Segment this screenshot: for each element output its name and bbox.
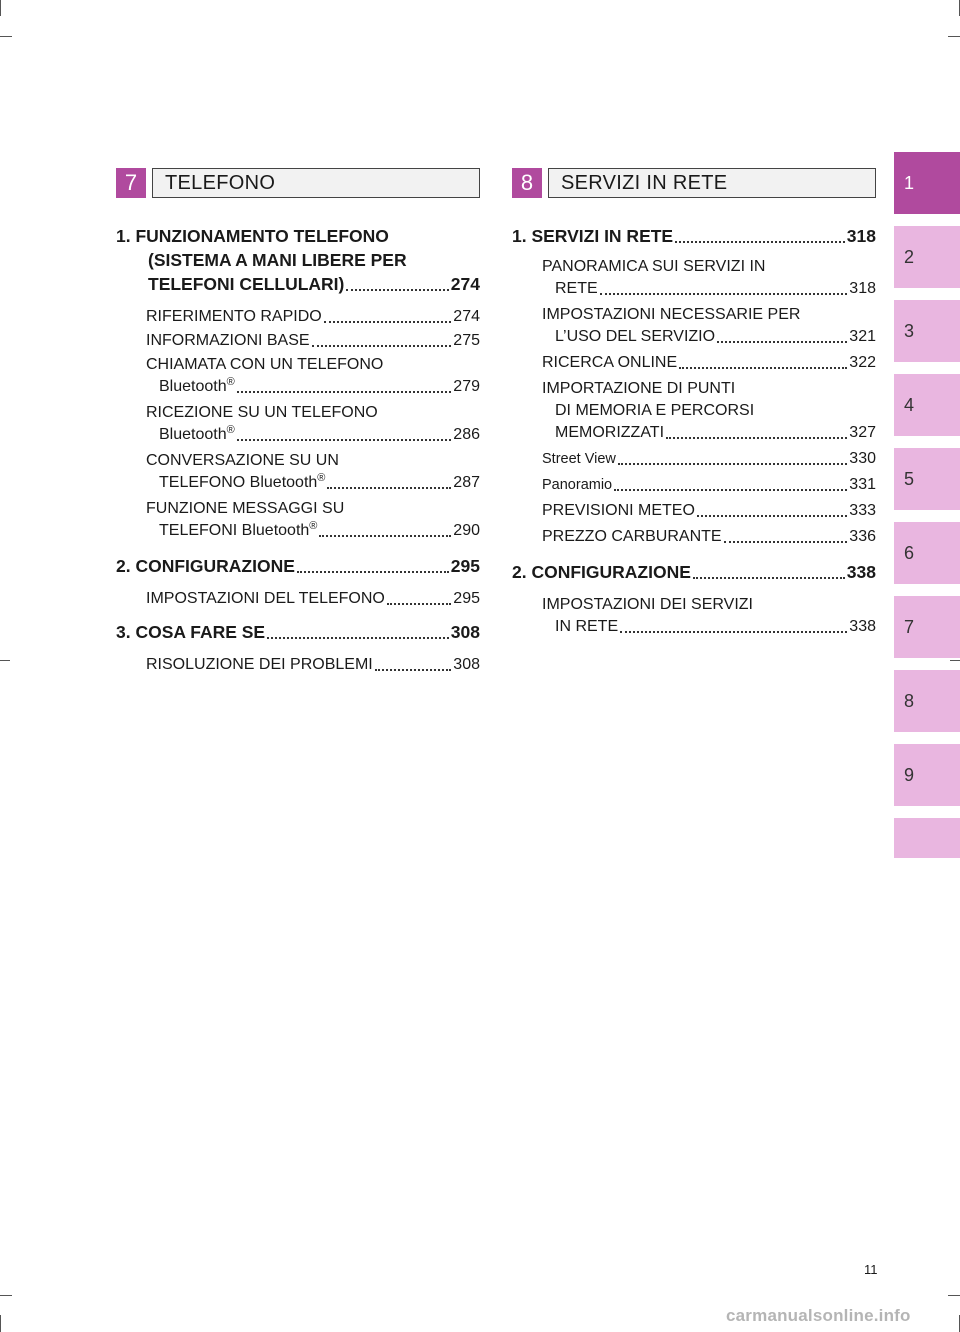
- page-ref: 338: [849, 618, 876, 635]
- toc-entry[interactable]: [542, 256, 876, 300]
- crop-mark: [948, 1295, 960, 1296]
- page-ref: 295: [453, 590, 480, 607]
- tab-chapter-3[interactable]: 3: [894, 300, 960, 362]
- page-ref: 308: [450, 622, 480, 642]
- page-ref: 308: [453, 656, 480, 673]
- toc-entry[interactable]: [146, 450, 480, 494]
- toc-chapter[interactable]: [116, 554, 480, 578]
- tab-chapter-2[interactable]: 2: [894, 226, 960, 288]
- leader-dots: [237, 439, 452, 441]
- crop-mark: [0, 660, 10, 661]
- toc-entry[interactable]: [542, 500, 876, 522]
- page-ref: 330: [849, 450, 876, 467]
- registered-mark: ®: [226, 376, 235, 388]
- page-ref: 279: [453, 378, 480, 395]
- toc-entry-title: PREVISIONI METEO: [542, 502, 695, 519]
- toc-entry[interactable]: [146, 654, 480, 676]
- page-ref: 318: [849, 280, 876, 297]
- toc-chapter-title: (SISTEMA A MANI LIBERE PER: [148, 250, 407, 270]
- leader-dots: [267, 637, 449, 639]
- toc-entry-title: Street View: [542, 451, 616, 467]
- toc-entry[interactable]: [146, 498, 480, 542]
- leader-dots: [679, 367, 847, 369]
- toc-entry[interactable]: [542, 526, 876, 548]
- leader-dots: [666, 437, 847, 439]
- leader-dots: [319, 535, 451, 537]
- toc-left: [116, 224, 480, 676]
- section-header-servizi: [512, 168, 876, 198]
- toc-entry-title: IMPOSTAZIONI DEI SERVIZI: [542, 596, 753, 613]
- leader-dots: [346, 289, 448, 291]
- leader-dots: [324, 321, 452, 323]
- tab-chapter-1[interactable]: 1: [894, 152, 960, 214]
- page-ref: 286: [453, 426, 480, 443]
- toc-entry[interactable]: [542, 448, 876, 470]
- toc-chapter-title: 3. COSA FARE SE: [116, 622, 266, 642]
- toc-chapter-title: 2. CONFIGURAZIONE: [512, 562, 691, 582]
- toc-entry[interactable]: [146, 306, 480, 328]
- toc-entry-title: TELEFONO Bluetooth: [159, 474, 318, 491]
- toc-entry[interactable]: [542, 594, 876, 638]
- page-ref: 336: [849, 528, 876, 545]
- toc-entry-title: IMPORTAZIONE DI PUNTI: [542, 380, 736, 397]
- page-ref: 338: [846, 562, 876, 582]
- toc-entry-title: RIFERIMENTO RAPIDO: [146, 308, 322, 325]
- page-ref: 318: [846, 226, 876, 246]
- crop-mark: [0, 1315, 1, 1332]
- toc-entry[interactable]: [146, 588, 480, 610]
- section-title: TELEFONO: [152, 168, 480, 198]
- toc-entry-title: FUNZIONE MESSAGGI SU: [146, 500, 345, 517]
- page-ref: 274: [450, 274, 480, 294]
- toc-right: [512, 224, 876, 638]
- leader-dots: [620, 631, 847, 633]
- crop-mark: [0, 36, 12, 37]
- page-ref: 295: [450, 556, 480, 576]
- toc-entry-title: CHIAMATA CON UN TELEFONO: [146, 356, 384, 373]
- toc-chapter[interactable]: [512, 560, 876, 584]
- page-ref: 275: [453, 332, 480, 349]
- leader-dots: [387, 603, 451, 605]
- toc-chapter-title: TELEFONI CELLULARI): [148, 274, 345, 294]
- toc-chapter[interactable]: [512, 224, 876, 248]
- tab-chapter-8[interactable]: 8: [894, 670, 960, 732]
- section-header-telefono: [116, 168, 480, 198]
- toc-entry-title: Panoramio: [542, 477, 613, 493]
- toc-entry-title: PREZZO CARBURANTE: [542, 528, 722, 545]
- tab-chapter-index[interactable]: [894, 818, 960, 858]
- toc-entry-title: RETE: [555, 280, 598, 297]
- toc-entry-title: INFORMAZIONI BASE: [146, 332, 310, 349]
- leader-dots: [693, 577, 845, 579]
- toc-entry-title: DI MEMORIA E PERCORSI: [555, 402, 755, 419]
- registered-mark: ®: [226, 424, 235, 436]
- leader-dots: [297, 571, 449, 573]
- leader-dots: [618, 463, 847, 465]
- leader-dots: [717, 341, 847, 343]
- toc-entry-title: RISOLUZIONE DEI PROBLEMI: [146, 656, 373, 673]
- tab-chapter-6[interactable]: 6: [894, 522, 960, 584]
- toc-entry[interactable]: [146, 354, 480, 398]
- page-number: 11: [864, 1262, 878, 1277]
- toc-entry[interactable]: [146, 330, 480, 352]
- page-ref: 331: [849, 476, 876, 493]
- section-number: 8: [512, 168, 542, 198]
- leader-dots: [327, 487, 451, 489]
- section-number: 7: [116, 168, 146, 198]
- toc-chapter[interactable]: [116, 620, 480, 644]
- toc-entry[interactable]: [542, 378, 876, 444]
- toc-entry[interactable]: [542, 352, 876, 374]
- leader-dots: [375, 669, 452, 671]
- leader-dots: [675, 241, 845, 243]
- toc-entry-title: Bluetooth: [159, 426, 227, 443]
- toc-entry[interactable]: [542, 304, 876, 348]
- toc-entry[interactable]: [542, 474, 876, 496]
- tab-chapter-5[interactable]: 5: [894, 448, 960, 510]
- crop-mark: [0, 1295, 12, 1296]
- toc-entry-title: PANORAMICA SUI SERVIZI IN: [542, 258, 766, 275]
- leader-dots: [312, 345, 452, 347]
- registered-mark: ®: [317, 472, 326, 484]
- leader-dots: [237, 391, 452, 393]
- tab-chapter-7[interactable]: 7: [894, 596, 960, 658]
- crop-mark: [950, 660, 960, 661]
- leader-dots: [724, 541, 848, 543]
- toc-chapter-title: 2. CONFIGURAZIONE: [116, 556, 295, 576]
- tab-chapter-9[interactable]: 9: [894, 744, 960, 806]
- page-ref: 274: [453, 308, 480, 325]
- page-ref: 333: [849, 502, 876, 519]
- registered-mark: ®: [309, 520, 318, 532]
- section-title: SERVIZI IN RETE: [548, 168, 876, 198]
- crop-mark: [948, 36, 960, 37]
- footer-watermark: carmanualsonline.info: [726, 1306, 911, 1325]
- toc-entry-title: MEMORIZZATI: [555, 424, 665, 441]
- toc-entry-title: TELEFONI Bluetooth: [159, 522, 310, 539]
- leader-dots: [614, 489, 847, 491]
- toc-entry-title: RICERCA ONLINE: [542, 354, 678, 371]
- toc-entry-title: IMPOSTAZIONI NECESSARIE PER: [542, 306, 801, 323]
- toc-chapter-title: 1. SERVIZI IN RETE: [512, 226, 674, 246]
- toc-entry[interactable]: [146, 402, 480, 446]
- page-ref: 327: [849, 424, 876, 441]
- toc-chapter-title: 1. FUNZIONAMENTO TELEFONO: [116, 226, 389, 246]
- toc-entry-title: Bluetooth: [159, 378, 227, 395]
- page-ref: 322: [849, 354, 876, 371]
- tab-chapter-4[interactable]: 4: [894, 374, 960, 436]
- toc-chapter[interactable]: [116, 224, 480, 296]
- leader-dots: [697, 515, 847, 517]
- leader-dots: [600, 293, 848, 295]
- page-ref: 287: [453, 474, 480, 491]
- crop-mark: [0, 0, 1, 16]
- page-ref: 321: [849, 328, 876, 345]
- toc-entry-title: CONVERSAZIONE SU UN: [146, 452, 339, 469]
- toc-entry-title: IMPOSTAZIONI DEL TELEFONO: [146, 590, 385, 607]
- toc-entry-title: IN RETE: [555, 618, 619, 635]
- toc-entry-title: RICEZIONE SU UN TELEFONO: [146, 404, 378, 421]
- toc-entry-title: L’USO DEL SERVIZIO: [555, 328, 716, 345]
- page-ref: 290: [453, 522, 480, 539]
